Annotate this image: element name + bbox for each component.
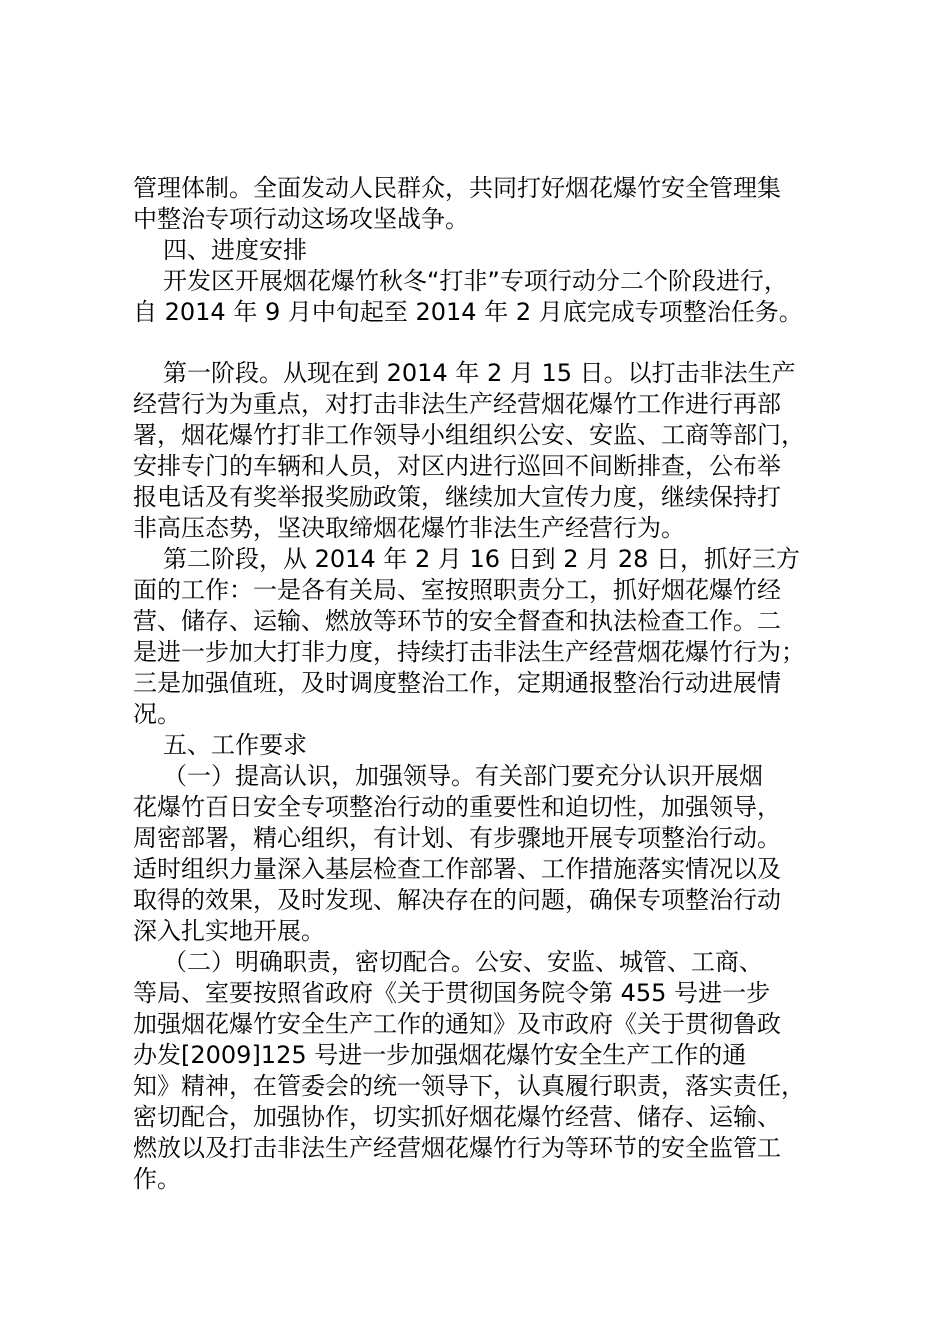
text-line: 花爆竹百日安全专项整治行动的重要性和迫切性，加强领导， — [133, 793, 781, 821]
text-line: 管理体制。全面发动人民群众，共同打好烟花爆竹安全管理集 — [133, 174, 781, 202]
text-line: 署，烟花爆竹打非工作领导小组组织公安、安监、工商等部门， — [133, 421, 805, 449]
text-line: 燃放以及打击非法生产经营烟花爆竹行为等环节的安全监管工 — [133, 1134, 781, 1162]
text-line: 周密部署，精心组织，有计划、有步骤地开展专项整治行动。 — [133, 824, 781, 852]
text-line: 知》精神，在管委会的统一领导下，认真履行职责，落实责任， — [133, 1072, 805, 1100]
text-line: 安排专门的车辆和人员，对区内进行巡回不间断排查，公布举 — [133, 452, 781, 480]
text-line: 非高压态势，坚决取缔烟花爆竹非法生产经营行为。 — [133, 514, 685, 542]
text-line: 况。 — [133, 700, 181, 728]
text-line: 面的工作：一是各有关局、室按照职责分工，抓好烟花爆竹经 — [133, 576, 781, 604]
text-line: （一）提高认识，加强领导。有关部门要充分认识开展烟 — [163, 762, 763, 790]
text-line: 深入扎实地开展。 — [133, 917, 325, 945]
text-line: 是进一步加大打非力度，持续打击非法生产经营烟花爆竹行为； — [133, 638, 805, 666]
text-line: 办发[2009]125 号进一步加强烟花爆竹安全生产工作的通 — [133, 1041, 747, 1069]
text-line: 等局、室要按照省政府《关于贯彻国务院令第 455 号进一步 — [133, 979, 771, 1007]
text-line: 密切配合，加强协作，切实抓好烟花爆竹经营、储存、运输、 — [133, 1103, 781, 1131]
text-line: 中整治专项行动这场攻坚战争。 — [133, 205, 469, 233]
text-line: 加强烟花爆竹安全生产工作的通知》及市政府《关于贯彻鲁政 — [133, 1010, 781, 1038]
text-line: 报电话及有奖举报奖励政策，继续加大宣传力度，继续保持打 — [133, 483, 781, 511]
text-line: 三是加强值班，及时调度整治工作，定期通报整治行动进展情 — [133, 669, 781, 697]
text-line: 经营行为为重点，对打击非法生产经营烟花爆竹工作进行再部 — [133, 390, 781, 418]
text-line: 作。 — [133, 1165, 181, 1193]
text-line: （二）明确职责，密切配合。公安、安监、城管、工商、 — [163, 948, 763, 976]
text-line: 第一阶段。从现在到 2014 年 2 月 15 日。以打击非法生产 — [163, 359, 796, 387]
section-heading: 五、工作要求 — [163, 731, 307, 759]
section-heading: 四、进度安排 — [163, 236, 307, 264]
text-line: 开发区开展烟花爆竹秋冬“打非”专项行动分二个阶段进行， — [163, 267, 788, 295]
text-line: 第二阶段，从 2014 年 2 月 16 日到 2 月 28 日，抓好三方 — [163, 545, 800, 573]
text-line: 自 2014 年 9 月中旬起至 2014 年 2 月底完成专项整治任务。 — [133, 298, 803, 326]
text-line: 适时组织力量深入基层检查工作部署、工作措施落实情况以及 — [133, 855, 781, 883]
text-line: 取得的效果，及时发现、解决存在的问题，确保专项整治行动 — [133, 886, 781, 914]
text-line: 营、储存、运输、燃放等环节的安全督查和执法检查工作。二 — [133, 607, 781, 635]
